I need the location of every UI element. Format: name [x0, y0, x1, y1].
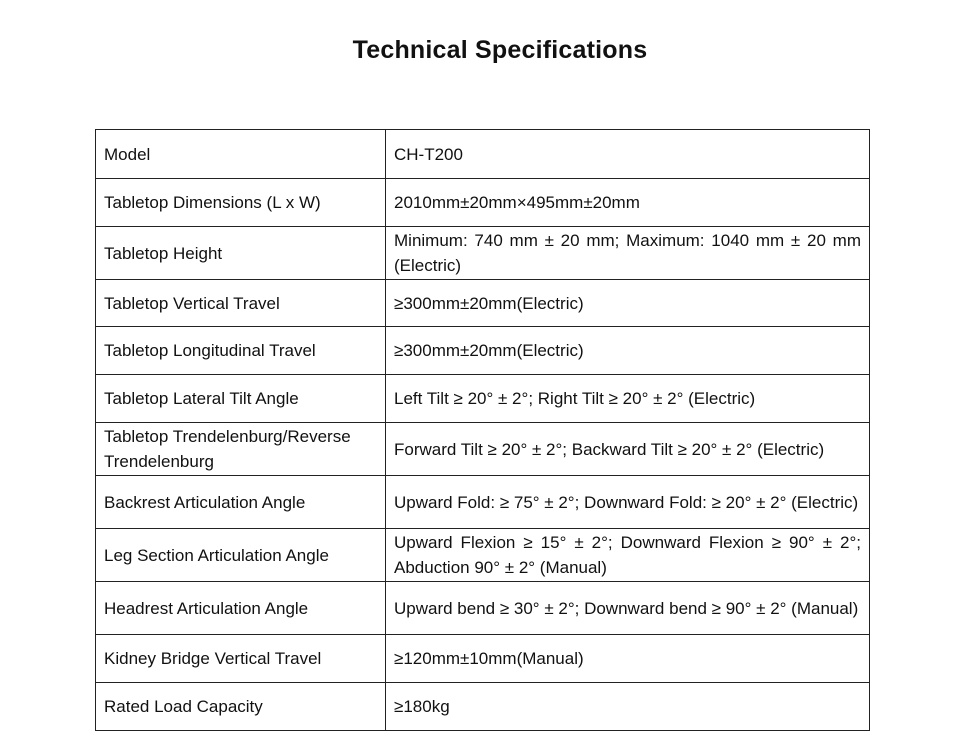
table-row [96, 423, 870, 476]
spec-label: Tabletop Trendelenburg/Reverse Trendelenburg [96, 423, 386, 476]
spec-value: ≥180kg [386, 683, 870, 731]
table-row [96, 375, 870, 423]
spec-label: Tabletop Longitudinal Travel [96, 327, 386, 375]
spec-label: Rated Load Capacity [96, 683, 386, 731]
spec-label: Headrest Articulation Angle [96, 582, 386, 635]
table-row [96, 327, 870, 375]
spec-label: Leg Section Articulation Angle [96, 529, 386, 582]
table-row [96, 130, 870, 179]
table-row [96, 582, 870, 635]
spec-value: Upward Flexion ≥ 15° ± 2°; Downward Flexion ≥ 90° ± 2°; Abduction 90° ± 2° (Manual) [386, 529, 870, 582]
spec-label: Model [96, 130, 386, 179]
spec-label: Kidney Bridge Vertical Travel [96, 635, 386, 683]
page-title: Technical Specifications [352, 36, 648, 64]
spec-value: 2010mm±20mm×495mm±20mm [386, 179, 870, 227]
table-row [96, 280, 870, 327]
spec-value: Left Tilt ≥ 20° ± 2°; Right Tilt ≥ 20° ± 2° (Electric) [386, 375, 870, 423]
spec-value: ≥300mm±20mm(Electric) [386, 280, 870, 327]
spec-value: ≥300mm±20mm(Electric) [386, 327, 870, 375]
table-row [96, 227, 870, 280]
spec-label: Tabletop Lateral Tilt Angle [96, 375, 386, 423]
spec-value: Forward Tilt ≥ 20° ± 2°; Backward Tilt ≥ 20° ± 2° (Electric) [386, 423, 870, 476]
spec-value: Upward bend ≥ 30° ± 2°; Downward bend ≥ 90° ± 2° (Manual) [386, 582, 870, 635]
spec-value: ≥120mm±10mm(Manual) [386, 635, 870, 683]
table-row [96, 179, 870, 227]
spec-label: Tabletop Dimensions (L x W) [96, 179, 386, 227]
spec-table [95, 129, 870, 731]
spec-label: Tabletop Height [96, 227, 386, 280]
spec-value: CH-T200 [386, 130, 870, 179]
spec-label: Backrest Articulation Angle [96, 476, 386, 529]
table-row [96, 476, 870, 529]
spec-label: Tabletop Vertical Travel [96, 280, 386, 327]
table-row [96, 635, 870, 683]
table-row [96, 529, 870, 582]
spec-value: Upward Fold: ≥ 75° ± 2°; Downward Fold: ≥ 20° ± 2° (Electric) [386, 476, 870, 529]
table-row [96, 683, 870, 731]
spec-value: Minimum: 740 mm ± 20 mm; Maximum: 1040 mm ± 20 mm (Electric) [386, 227, 870, 280]
